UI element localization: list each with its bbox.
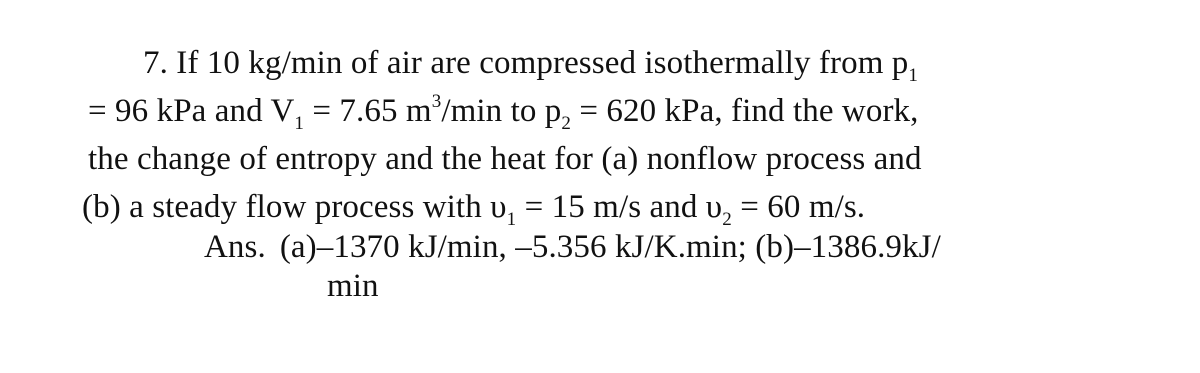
problem-line-4-part-a: (b) a steady flow process with υ — [82, 189, 507, 225]
problem-line-2-part-b: = 7.65 m — [304, 93, 432, 129]
problem-line-1-text: 7. If 10 kg/min of air are compressed isothermally from p — [143, 45, 909, 81]
problem-line-3-text: the change of entropy and the heat for (a) nonflow process and — [88, 141, 922, 177]
problem-line-3 — [88, 139, 922, 179]
subscript-p2: 2 — [561, 113, 571, 134]
problem-line-2-part-c: /min to p — [441, 93, 562, 129]
problem-line-1 — [143, 43, 919, 86]
answer-line — [204, 227, 941, 267]
subscript-v1: 1 — [294, 113, 305, 134]
problem-line-2-part-d: = 620 kPa, find the work, — [571, 93, 919, 129]
subscript-p1: 1 — [908, 65, 919, 86]
subscript-v-one: 1 — [506, 209, 517, 230]
problem-line-2-part-a: = 96 kPa and V — [88, 93, 295, 129]
answer-text: (a)–1370 kJ/min, –5.356 kJ/K.min; (b)–1386.9kJ/ — [279, 229, 941, 265]
problem-line-4-part-b: = 15 m/s and υ — [516, 189, 723, 225]
problem-line-4 — [82, 187, 866, 230]
problem-line-4-part-c: = 60 m/s. — [731, 189, 866, 225]
answer-continuation-text: min — [327, 268, 379, 304]
subscript-v-two: 2 — [722, 209, 732, 230]
answer-continuation — [327, 266, 379, 306]
superscript-cubed: 3 — [431, 91, 442, 112]
problem-line-2 — [88, 91, 919, 134]
answer-label: Ans. — [204, 229, 266, 265]
